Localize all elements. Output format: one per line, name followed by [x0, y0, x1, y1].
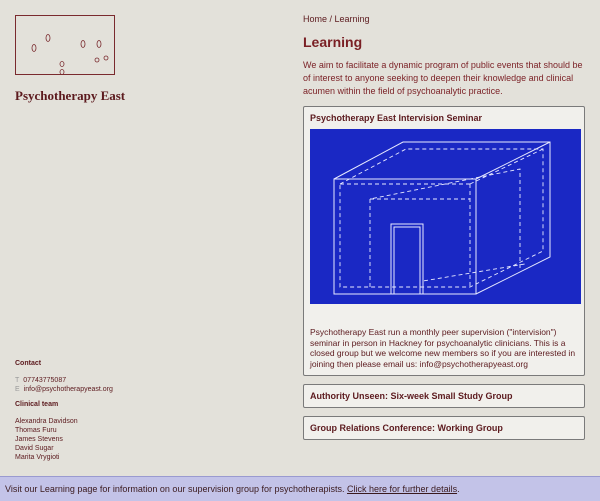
- phone-prefix: T: [15, 377, 20, 384]
- accordion-header[interactable]: Psychotherapy East Intervision Seminar: [310, 113, 483, 123]
- circles-in-box-icon: [16, 16, 116, 76]
- team-member: Thomas Furu: [15, 427, 57, 434]
- main-content: [303, 14, 585, 440]
- page-intro: We aim to facilitate a dynamic program of public events that should be of interest to anyone seeking to deepen their knowledge and clinical acumen within the field of psychoanalytic practice.: [303, 60, 583, 96]
- team-member: David Sugar: [15, 445, 54, 452]
- accordion-authority-unseen[interactable]: [303, 384, 585, 408]
- banner-text: Visit our Learning page for information on our supervision group for psychotherapists.: [5, 484, 348, 494]
- contact-email: [15, 385, 215, 394]
- page-title: Learning: [303, 34, 363, 50]
- breadcrumb-separator: /: [327, 14, 335, 24]
- banner-link[interactable]: Click here for further details: [347, 484, 458, 494]
- banner-end: .: [457, 484, 460, 494]
- site-logo[interactable]: [15, 15, 115, 75]
- phone-number[interactable]: 07743775087: [23, 377, 67, 384]
- accordion-header[interactable]: Authority Unseen: Six-week Small Study Group: [310, 391, 513, 401]
- accordion-group-relations[interactable]: [303, 416, 585, 440]
- accordion-body: [304, 129, 584, 375]
- email-link[interactable]: info@psychotherapyeast.org: [23, 386, 113, 393]
- contact-phone: [15, 376, 215, 385]
- breadcrumb: [303, 14, 585, 24]
- email-prefix: E: [15, 386, 20, 393]
- team-member: James Stevens: [15, 436, 63, 443]
- breadcrumb-current: Learning: [334, 14, 370, 24]
- blueprint-room-drawing: [310, 129, 581, 304]
- contact-heading: Contact: [15, 360, 42, 367]
- team-member: Marita Vrygioti: [15, 454, 60, 461]
- team-member: Alexandra Davidson: [15, 418, 78, 425]
- accordion-intervision-seminar: [303, 106, 585, 376]
- accordion-text: Psychotherapy East run a monthly peer supervision ("intervision") seminar in person in Hackney for psychoanalytic clinicians. This is a closed group but we welcome new members so if you are interested in joining then please email us: info@psychotherapyeast.org: [310, 327, 576, 369]
- site-name[interactable]: Psychotherapy East: [15, 88, 126, 103]
- breadcrumb-home[interactable]: Home: [303, 14, 328, 24]
- clinical-team-heading: Clinical team: [15, 401, 59, 408]
- accordion-header[interactable]: Group Relations Conference: Working Group: [310, 423, 503, 433]
- notice-banner: [0, 476, 600, 501]
- sidebar-contact: [15, 360, 215, 462]
- clinical-team-list: [15, 417, 215, 462]
